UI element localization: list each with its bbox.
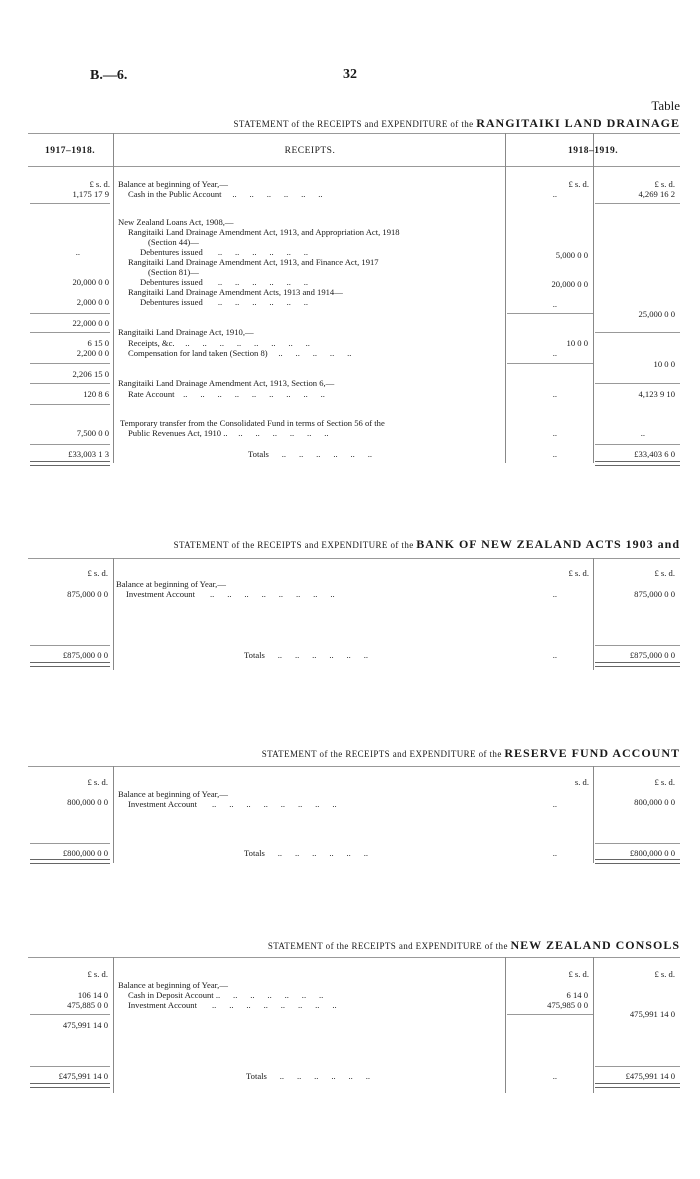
t1-right-rule bbox=[595, 203, 680, 204]
t1-head-rule bbox=[28, 166, 680, 167]
t1-col-sep-3 bbox=[593, 133, 594, 463]
t1-line: Rate Account .. .. .. .. .. .. .. .. .. bbox=[128, 389, 325, 399]
t1-mid-rule bbox=[507, 363, 593, 364]
t1-mid-value: .. bbox=[552, 428, 557, 438]
t3-right-value: 800,000 0 0 bbox=[634, 797, 675, 807]
t1-mid-value: 5,000 0 0 bbox=[555, 250, 588, 260]
t3-lsd-left: £ s. d. bbox=[87, 777, 108, 787]
t1-mid-value: 10 0 0 bbox=[566, 338, 588, 348]
t1-line: Public Revenues Act, 1910 .. .. .. .. .. .. .. bbox=[128, 428, 329, 438]
t4-col-sep-3 bbox=[593, 957, 594, 1093]
t4-mid-value: 6 14 0 bbox=[566, 990, 588, 1000]
t1-line: Receipts, &c. .. .. .. .. .. .. .. .. bbox=[128, 338, 310, 348]
t1-mid-value: .. bbox=[552, 299, 557, 309]
t1-left-value: 6 15 0 bbox=[87, 338, 109, 348]
t1-mid-value: 20,000 0 0 bbox=[551, 279, 588, 289]
t4-right-rule bbox=[595, 1066, 680, 1067]
t4-lsd-left: £ s. d. bbox=[87, 969, 108, 979]
t1-top-rule bbox=[28, 133, 680, 134]
t1-line: Compensation for land taken (Section 8) .. .. .. .. .. bbox=[128, 348, 352, 358]
t1-left-value: .. bbox=[75, 247, 80, 257]
t4-right-value: 475,991 14 0 bbox=[629, 1009, 675, 1019]
t1-title-bold: RANGITAIKI LAND DRAINAGE bbox=[476, 116, 680, 130]
t1-col-right-head: 1918–1919. bbox=[567, 146, 619, 156]
t4-left-double-rule bbox=[30, 1083, 110, 1088]
t1-line: Debentures issued .. .. .. .. .. .. bbox=[140, 277, 309, 287]
t2-lsd-right: £ s. d. bbox=[654, 568, 675, 578]
t1-left-value: 2,206 15 0 bbox=[72, 369, 109, 379]
t2-left-total: £875,000 0 0 bbox=[62, 650, 108, 660]
t1-right-total: £33,403 6 0 bbox=[634, 449, 675, 459]
t2-right-total: £875,000 0 0 bbox=[629, 650, 675, 660]
t1-line: Cash in the Public Account .. .. .. .. .. .. bbox=[128, 189, 323, 199]
t2-left-double-rule bbox=[30, 662, 110, 667]
t1-left-rule bbox=[30, 444, 110, 445]
t2-lsd-mid: £ s. d. bbox=[568, 568, 589, 578]
t1-mid-value: .. bbox=[552, 189, 557, 199]
t4-left-value: 106 14 0 bbox=[77, 990, 108, 1000]
t4-line: Investment Account .. .. .. .. .. .. .. .. bbox=[128, 1000, 337, 1010]
t4-left-rule bbox=[30, 1014, 110, 1015]
t1-col-left-head: 1917–1918. bbox=[44, 146, 96, 156]
t3-title-bold: RESERVE FUND ACCOUNT bbox=[504, 746, 680, 760]
t4-right-total: £475,991 14 0 bbox=[625, 1071, 675, 1081]
t2-col-sep-1 bbox=[113, 558, 114, 670]
t3-left-rule bbox=[30, 843, 110, 844]
t2-col-sep-3 bbox=[593, 558, 594, 670]
t1-line: Balance at beginning of Year,— bbox=[118, 179, 228, 189]
t1-line: (Section 81)— bbox=[148, 267, 199, 277]
t4-totals-label: Totals .. .. .. .. .. .. bbox=[246, 1071, 371, 1081]
t4-title-pre: STATEMENT of the RECEIPTS and EXPENDITURE of the bbox=[267, 941, 508, 951]
t1-right-double-rule bbox=[595, 461, 680, 466]
t4-title-bold: NEW ZEALAND CONSOLS bbox=[510, 938, 680, 952]
t3-mid-value: .. bbox=[552, 799, 557, 809]
t1-left-rule bbox=[30, 363, 110, 364]
t4-right-double-rule bbox=[595, 1083, 680, 1088]
t2-left-rule bbox=[30, 645, 110, 646]
t3-col-sep-1 bbox=[113, 766, 114, 863]
t3-left-double-rule bbox=[30, 859, 110, 864]
t1-line: Rangitaiki Land Drainage Amendment Acts, 1913 and 1914— bbox=[128, 287, 343, 297]
t3-totals-label: Totals .. .. .. .. .. .. bbox=[244, 848, 369, 858]
t2-mid-value: .. bbox=[552, 589, 557, 599]
t3-mid-total: .. bbox=[552, 848, 557, 858]
t1-left-value: 7,500 0 0 bbox=[76, 428, 109, 438]
t1-left-value: 22,000 0 0 bbox=[72, 318, 109, 328]
t1-line: Rangitaiki Land Drainage Amendment Act, 1913, and Appropriation Act, 1918 bbox=[128, 227, 400, 237]
t1-left-double-rule bbox=[30, 461, 110, 466]
t4-line: Cash in Deposit Account .. .. .. .. .. .. .. bbox=[128, 990, 324, 1000]
t2-title bbox=[174, 537, 680, 552]
t2-right-value: 875,000 0 0 bbox=[634, 589, 675, 599]
page-ref: B.—6. bbox=[90, 68, 128, 83]
t3-line: Balance at beginning of Year,— bbox=[118, 789, 228, 799]
t1-lsd-left: £ s. d. bbox=[89, 179, 110, 189]
t3-sd-mid: s. d. bbox=[574, 777, 589, 787]
t2-mid-total: .. bbox=[552, 650, 557, 660]
t1-left-rule bbox=[30, 203, 110, 204]
t1-right-value: 4,123 9 10 bbox=[638, 389, 675, 399]
t3-right-rule bbox=[595, 843, 680, 844]
t1-left-value: 120 8 6 bbox=[83, 389, 109, 399]
t4-left-rule bbox=[30, 1066, 110, 1067]
t1-left-rule bbox=[30, 404, 110, 405]
t2-top-rule bbox=[28, 558, 680, 559]
t3-right-total: £800,000 0 0 bbox=[629, 848, 675, 858]
t3-top-rule bbox=[28, 766, 680, 767]
t2-right-double-rule bbox=[595, 662, 680, 667]
t1-line: Debentures issued .. .. .. .. .. .. bbox=[140, 297, 309, 307]
t1-right-rule bbox=[595, 444, 680, 445]
t1-title bbox=[234, 116, 681, 131]
t3-title bbox=[262, 746, 680, 761]
t3-left-value: 800,000 0 0 bbox=[67, 797, 108, 807]
t1-line: New Zealand Loans Act, 1908,— bbox=[118, 217, 234, 227]
t1-left-value: 20,000 0 0 bbox=[72, 277, 109, 287]
t3-col-sep-3 bbox=[593, 766, 594, 863]
t1-right-value: .. bbox=[640, 428, 645, 438]
table-label: Table bbox=[651, 98, 680, 113]
t1-totals-label: Totals .. .. .. .. .. .. bbox=[248, 449, 373, 459]
t1-right-value: 25,000 0 0 bbox=[638, 309, 675, 319]
t1-line: Rangitaiki Land Drainage Amendment Act, 1913, Section 6,— bbox=[118, 378, 335, 388]
t1-left-rule bbox=[30, 332, 110, 333]
t2-lsd-left: £ s. d. bbox=[87, 568, 108, 578]
t2-title-pre: STATEMENT of the RECEIPTS and EXPENDITURE of the bbox=[173, 540, 414, 550]
t4-left-total: £475,991 14 0 bbox=[58, 1071, 108, 1081]
t2-right-rule bbox=[595, 645, 680, 646]
t2-totals-label: Totals .. .. .. .. .. .. bbox=[244, 650, 369, 660]
t1-right-value: 4,269 16 2 bbox=[638, 189, 675, 199]
t4-lsd-mid: £ s. d. bbox=[568, 969, 589, 979]
t1-col-sep-1 bbox=[113, 133, 114, 463]
t4-top-rule bbox=[28, 957, 680, 958]
t1-mid-value: .. bbox=[552, 389, 557, 399]
t3-lsd-right: £ s. d. bbox=[654, 777, 675, 787]
t4-line: Balance at beginning of Year,— bbox=[118, 980, 228, 990]
t4-left-value: 475,991 14 0 bbox=[62, 1020, 108, 1030]
t1-left-value: 2,000 0 0 bbox=[76, 297, 109, 307]
t1-right-rule bbox=[595, 332, 680, 333]
t1-mid-value: .. bbox=[552, 449, 557, 459]
t3-right-double-rule bbox=[595, 859, 680, 864]
t1-lsd-mid: £ s. d. bbox=[568, 179, 589, 189]
t1-left-value: 2,200 0 0 bbox=[76, 348, 109, 358]
t2-line: Investment Account .. .. .. .. .. .. .. .. bbox=[126, 589, 335, 599]
t1-mid-value: .. bbox=[552, 348, 557, 358]
t1-left-rule bbox=[30, 313, 110, 314]
t1-line: Debentures issued .. .. .. .. .. .. bbox=[140, 247, 309, 257]
t4-left-value: 475,885 0 0 bbox=[67, 1000, 108, 1010]
t4-mid-value: 475,985 0 0 bbox=[547, 1000, 588, 1010]
t4-col-sep-2 bbox=[505, 957, 506, 1093]
t2-line: Balance at beginning of Year,— bbox=[116, 579, 226, 589]
t3-left-total: £800,000 0 0 bbox=[62, 848, 108, 858]
t4-col-sep-1 bbox=[113, 957, 114, 1093]
t4-mid-rule bbox=[507, 1014, 593, 1015]
t1-line: Rangitaiki Land Drainage Amendment Act, 1913, and Finance Act, 1917 bbox=[128, 257, 379, 267]
t1-lsd-right: £ s. d. bbox=[654, 179, 675, 189]
t1-col-mid-head: RECEIPTS. bbox=[284, 146, 336, 156]
t1-left-rule bbox=[30, 383, 110, 384]
t4-mid-total: .. bbox=[552, 1071, 557, 1081]
t1-right-rule bbox=[595, 383, 680, 384]
t1-col-sep-2 bbox=[505, 133, 506, 463]
t1-left-total: £33,003 1 3 bbox=[68, 449, 109, 459]
t1-line: Temporary transfer from the Consolidated Fund in terms of Section 56 of the bbox=[120, 418, 385, 428]
t1-left-value: 1,175 17 9 bbox=[72, 189, 109, 199]
t4-lsd-right: £ s. d. bbox=[654, 969, 675, 979]
t1-line: (Section 44)— bbox=[148, 237, 199, 247]
t3-title-pre: STATEMENT of the RECEIPTS and EXPENDITURE of the bbox=[261, 749, 502, 759]
t3-line: Investment Account .. .. .. .. .. .. .. .. bbox=[128, 799, 337, 809]
t1-line: Rangitaiki Land Drainage Act, 1910,— bbox=[118, 327, 254, 337]
t1-right-value: 10 0 0 bbox=[653, 359, 675, 369]
t1-mid-rule bbox=[507, 313, 593, 314]
t2-title-bold: BANK OF NEW ZEALAND ACTS 1903 and bbox=[416, 537, 680, 551]
t2-left-value: 875,000 0 0 bbox=[67, 589, 108, 599]
t4-title bbox=[268, 938, 680, 953]
t1-title-pre: STATEMENT of the RECEIPTS and EXPENDITURE of the bbox=[233, 119, 474, 129]
page-number: 32 bbox=[343, 67, 357, 82]
